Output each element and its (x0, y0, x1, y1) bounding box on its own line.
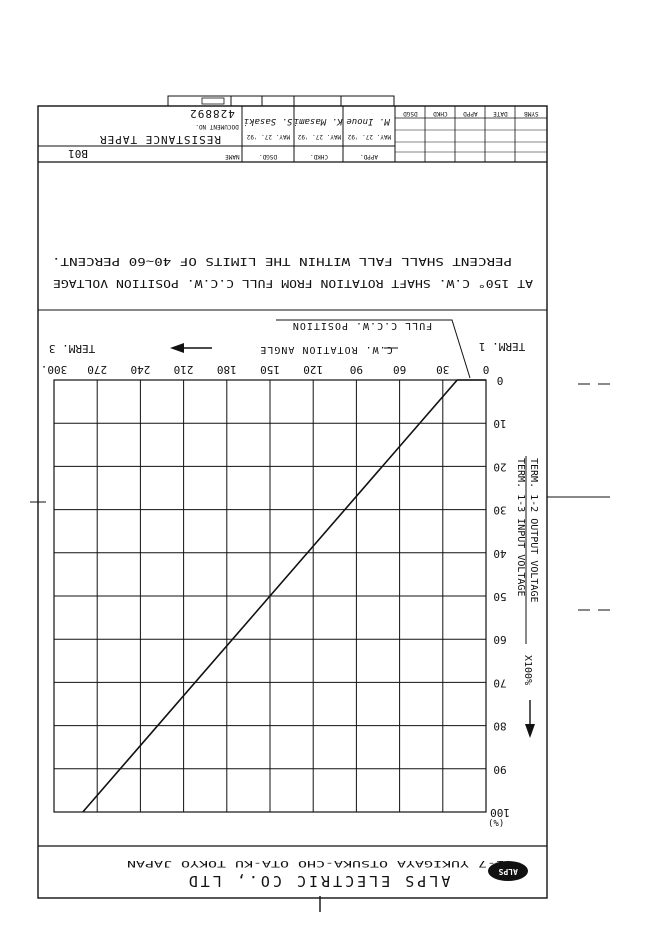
x-tick-label: 150 (260, 363, 280, 376)
x-tick-label: 300. (40, 363, 68, 376)
y-axis-label-2: TERM. 1-3 INPUT VOLTAGE (515, 458, 526, 597)
y-tick-label: 10 (493, 417, 507, 431)
x-direction-arrow (170, 343, 212, 353)
y-tick-label: 70 (493, 676, 507, 690)
x-tick-label: 120 (303, 363, 324, 376)
x-tick-label: 90 (349, 363, 364, 376)
dsgd-date: MAY. 27. '92 (246, 133, 291, 140)
x-tick-label: 270 (87, 363, 108, 376)
x-tick-label: 240 (130, 363, 151, 376)
x-tick-label: 180 (216, 363, 237, 376)
revision-header-chkd: CHKD (433, 110, 448, 117)
term-right-label: TERM. 1 (478, 340, 526, 353)
x-tick-labels (41, 363, 490, 376)
revision-header-dsgd: DSGD (403, 110, 418, 117)
y-unit-percent: (%) (488, 819, 505, 829)
x-tick-label: 30 (436, 363, 450, 376)
note-line-2: PERCENT SHALL FALL WITHIN THE LIMITS OF 40~60 PERCENT. (52, 255, 512, 267)
chkd-date: MAY. 27. '92 (297, 133, 342, 140)
y-tick-label: 100 (490, 806, 510, 819)
y-tick-label: 20 (493, 460, 507, 474)
y-tick-label: 50 (493, 590, 507, 603)
title-block-title: RESISTANCE TAPER (99, 133, 221, 146)
x-tick-label: 60 (392, 363, 407, 376)
appd-date: MAY. 27. '92 (347, 133, 392, 140)
y-tick-label: 0 (496, 374, 504, 387)
x-axis-label: C.W. ROTATION ANGLE (259, 344, 393, 355)
revision-header-symb: SYMB (524, 110, 539, 117)
chkd-label: CHKD. (309, 153, 329, 160)
y-unit-label: X100% (522, 655, 533, 686)
full-ccw-label: FULL C.C.W. POSITION (291, 320, 433, 331)
chkd-signature: K. Masami (293, 116, 343, 126)
resistance-taper-chart (41, 320, 539, 829)
y-tick-label: 90 (493, 762, 507, 776)
y-tick-label: 60 (493, 633, 507, 647)
revision-header-date: DATE (493, 110, 508, 117)
y-tick-labels (490, 374, 510, 819)
appd-label: APPD. (359, 153, 379, 160)
document-no-label: DOCUMENT NO. (195, 123, 239, 130)
y-tick-label: 40 (493, 546, 507, 560)
sheet-border (38, 106, 547, 898)
company-name: ALPS ELECTRIC CO., LTD (185, 872, 451, 890)
note-line-1: AT 150° C.W. SHAFT ROTATION FROM FULL C.C.W. POSITION VOLTAGE (53, 277, 533, 289)
term-left-label: TERM. 3 (48, 342, 96, 355)
x-tick-label: 210 (173, 363, 194, 376)
title-block-code: B01 (68, 147, 88, 160)
x-tick-label: 0 (482, 363, 490, 376)
revision-header-appd: APPD (463, 110, 478, 117)
document-number: 428892 (189, 107, 235, 120)
y-tick-label: 30 (493, 503, 507, 517)
title-block-name-label: NAME (225, 153, 240, 160)
appd-signature: M. Inoue (346, 116, 390, 126)
dsgd-label: DSGD. (258, 153, 278, 160)
y-tick-label: 80 (493, 719, 507, 733)
y-axis-label-1: TERM. 1-2 OUTPUT VOLTAGE (528, 458, 539, 603)
y-direction-arrow (525, 700, 535, 738)
dsgd-signature: S. Sasaki (243, 116, 293, 126)
alps-logo-text: ALPS (498, 867, 518, 876)
company-address: 1-7 YUKIGAYA OTSUKA-CHO OTA-KU TOKYO JAPAN (127, 858, 505, 868)
